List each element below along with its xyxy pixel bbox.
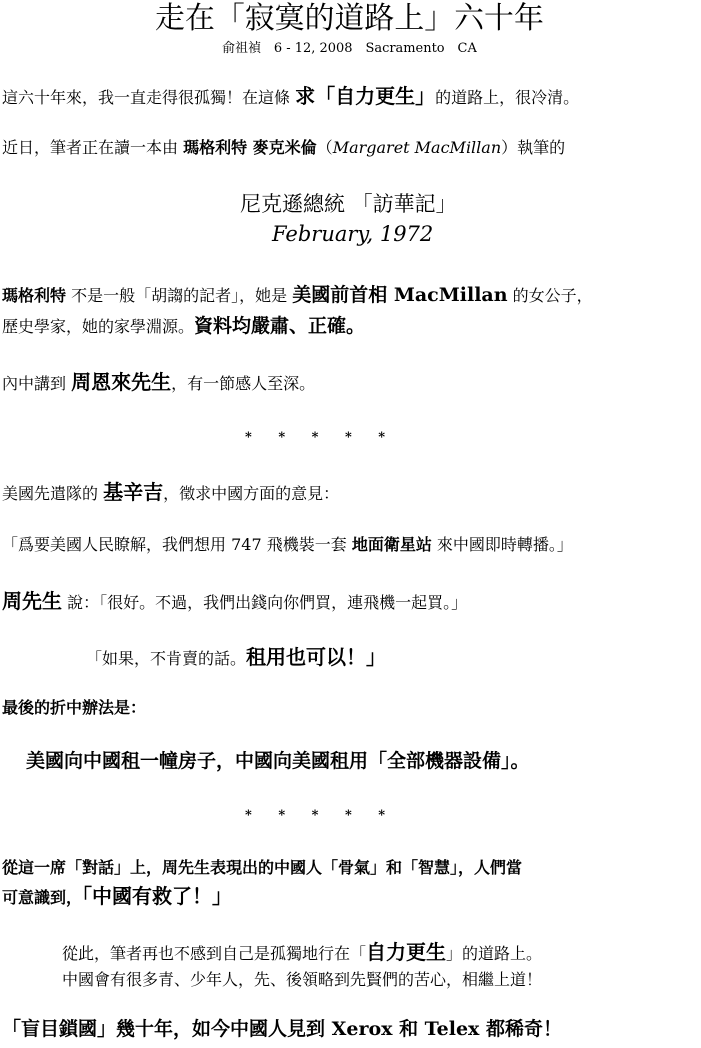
author-english-name: Margaret MacMillan (332, 138, 502, 157)
paragraph-4 (2, 372, 315, 392)
p3-text: 不是一般「胡謅的記者」，她是 (66, 286, 293, 305)
paragraph-8 (86, 647, 386, 667)
author-name: 瑪格利特 麥克米倫 (183, 138, 317, 157)
p3-text-2: 歷史學家，她的家學淵源。 (2, 317, 195, 336)
p3-emphasis: 美國前首相 MacMillan (292, 284, 508, 306)
p6-text: 「爲要美國人民瞭解，我們想用 747 飛機裝一套 (2, 535, 352, 554)
p7-name: 周先生 (2, 589, 62, 613)
p11-emphasis: 「中國有救了！」 (82, 884, 233, 908)
paragraph-2 (2, 140, 565, 156)
p8-text: 「如果，不肯賣的話。 (86, 649, 247, 668)
paragraph-9: 最後的折中辦法是： (2, 698, 147, 717)
paragraph-10: 美國向中國租一幢房子，中國向美國租用「全部機器設備」。 (26, 750, 530, 772)
section-separator-2: * * * * * (245, 808, 386, 823)
p3-name: 瑪格利特 (2, 286, 67, 305)
book-title: 尼克遜總統 「訪華記」 (240, 192, 457, 216)
p7-text: 說：「很好。不過，我們出錢向你們買，連飛機一起買。」 (62, 593, 468, 612)
p6-emphasis: 地面衛星站 (351, 535, 432, 554)
paragraph-12-line-2: 中國會有很多青、少年人，先、後領略到先賢們的苦心，相繼上道！ (62, 970, 543, 989)
p1-emphasis: 求「自力更生」 (295, 84, 436, 108)
p4-text-end: ，有一節感人至深。 (171, 374, 316, 393)
p4-text: 內中講到 (2, 374, 72, 393)
p1-text: 這六十年來，我一直走得很孤獨！在這條 (2, 88, 296, 107)
p2-text-end: ）執筆的 (501, 138, 566, 157)
paragraph-3-line-1 (2, 286, 593, 305)
p2-text: 近日，筆者正在讀一本由 (2, 138, 184, 157)
p3-emphasis-2: 資料均嚴肅、正確。 (194, 315, 366, 337)
paragraph-11-line-1: 從這一席「對話」上，周先生表現出的中國人「骨氣」和「智慧」，人們當 (2, 858, 523, 877)
p4-emphasis: 周恩來先生 (71, 370, 172, 394)
paragraph-13: 「盲目鎖國」幾十年，如今中國人見到 Xerox 和 Telex 都稀奇！ (2, 1018, 562, 1040)
book-date: February, 1972 (272, 222, 434, 246)
p5-text: 美國先遣隊的 (2, 484, 104, 503)
paragraph-3-line-2 (2, 317, 365, 336)
byline: 俞祖禎 6 - 12, 2008 Sacramento CA (222, 41, 477, 56)
p12-text-end: 」的道路上。 (446, 944, 543, 963)
paragraph-1 (2, 86, 579, 106)
paragraph-12-line-1 (62, 942, 542, 962)
p6-text-end: 來中國即時轉播。」 (431, 535, 573, 554)
p12-emphasis: 自力更生 (366, 940, 447, 964)
p2-paren-open: （ (316, 138, 333, 157)
p5-emphasis: 基辛吉 (103, 480, 164, 504)
paragraph-11-line-2 (2, 886, 232, 906)
section-separator-1: * * * * * (245, 430, 386, 445)
p8-emphasis: 租用也可以！」 (246, 645, 387, 669)
paragraph-7 (2, 591, 467, 611)
p12-text: 從此，筆者再也不感到自己是孤獨地行在「 (62, 944, 367, 963)
paragraph-6 (2, 537, 573, 553)
p11-text: 可意識到， (2, 888, 83, 907)
p1-text-end: 的道路上，很冷清。 (435, 88, 580, 107)
p5-text-end: ，徵求中國方面的意見： (163, 484, 340, 503)
paragraph-5 (2, 482, 339, 502)
p3-text-end: 的女公子， (507, 286, 593, 305)
document-title: 走在「寂寞的道路上」六十年 (155, 1, 544, 36)
